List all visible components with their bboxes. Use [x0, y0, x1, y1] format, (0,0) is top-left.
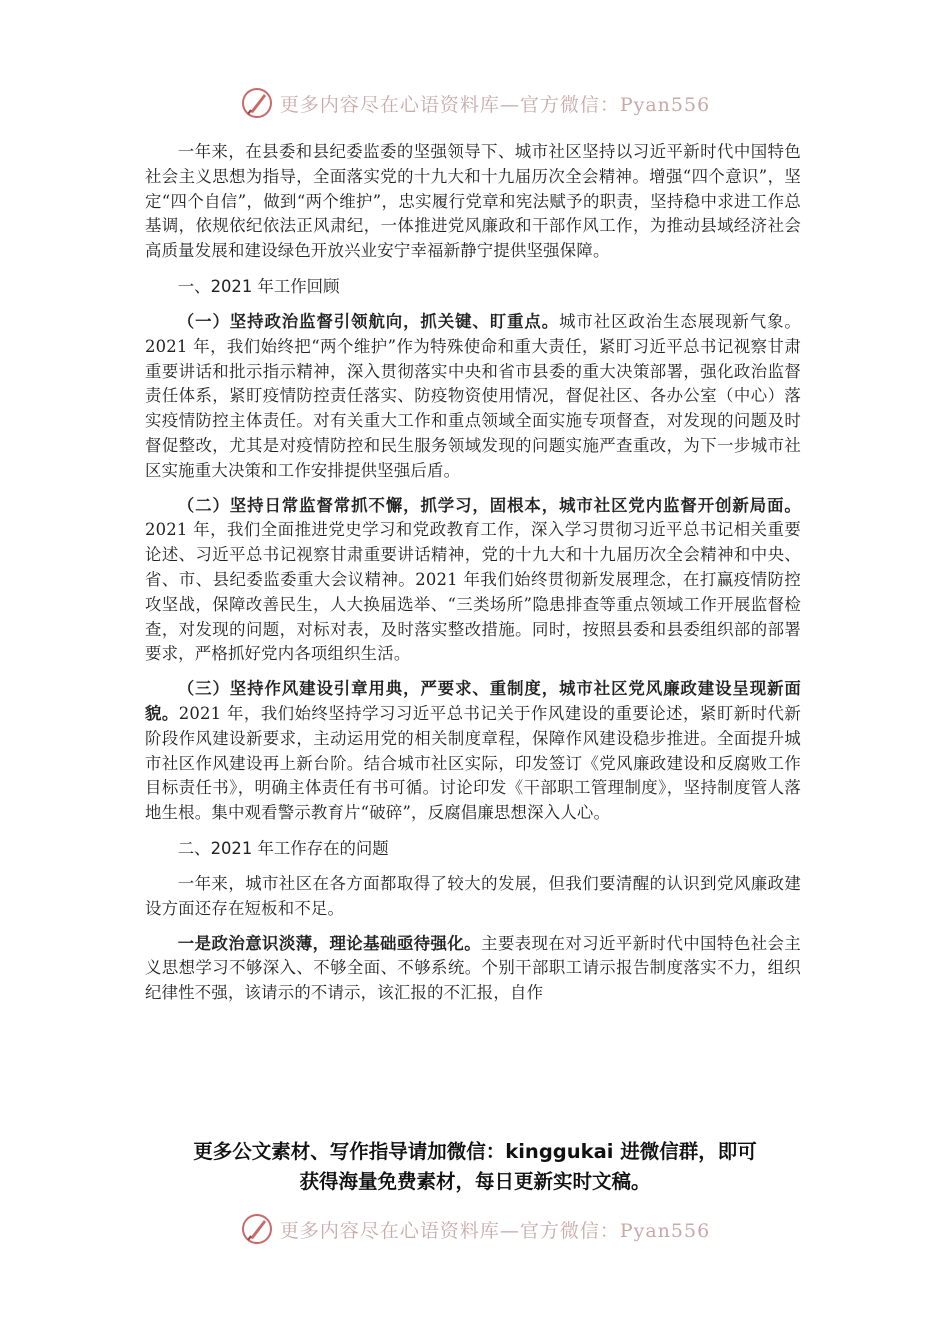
promo-line-2: 获得海量免费素材，每日更新实时文稿。	[299, 1170, 651, 1193]
item-body: 城市社区政治生态展现新气象。2021 年，我们始终把“两个维护”作为特殊使命和重大责任，紧盯习近平总书记视察甘肃重要讲话和批示指示精神，深入贯彻落实中央和省市县委的重大决策部署，强化政治监督责任体系，紧盯疫情防控责任落实、防疫物资使用情况，督促社区、各办公室（中心）落实疫情防控主体责任。对有关重大工作和重点领域全面实施专项督查，对发现的问题及时督促整改，尤其是对疫情防控和民生服务领域发现的问题实施严查重改，为下一步城市社区实施重大决策和工作安排提供坚强后盾。	[145, 311, 801, 480]
section-1-heading: 一、2021 年工作回顾	[177, 276, 340, 296]
item-lead: （三）坚持作风建设引章用典，严要求、重制度，城市社区党风廉政建设呈现新面貌。	[145, 679, 801, 723]
section-2-heading: 二、2021 年工作存在的问题	[177, 838, 389, 858]
item-body: 2021 年，我们全面推进党史学习和党政教育工作，深入学习贯彻习近平总书记相关重要论述、习近平总书记视察甘肃重要讲话精神，党的十九大和十九届历次全会精神和中央、省、市、县纪委监委重大会议精神。2021 年我们始终贯彻新发展理念，在打赢疫情防控攻坚战，保障改善民生，人大换届选举、“三类场所”隐患排查等重点领域工作开展监督检查，对发现的问题，对标对表，及时落实整改措施。同时，按照县委和县委组织部的部署要求，严格抓好党内各项组织生活。	[145, 520, 801, 664]
item-lead: 一是政治意识淡薄，理论基础亟待强化。	[177, 933, 482, 953]
section-1-item-1	[145, 310, 801, 484]
promo-banner	[0, 1137, 950, 1197]
promo-line-1: 更多公文素材、写作指导请加微信：kinggukai 进微信群，即可	[193, 1140, 757, 1163]
item-body: 主要表现在对习近平新时代中国特色社会主义思想学习不够深入、不够全面、不够系统。个别干部职工请示报告制度落实不力，组织纪律性不强，该请示的不请示，该汇报的不汇报，自作	[145, 933, 801, 1003]
quill-logo-icon	[240, 1212, 274, 1246]
watermark-text: 更多内容尽在心语资料库—官方微信：Pyan556	[279, 1219, 711, 1242]
item-lead: （二）坚持日常监督常抓不懈，抓学习，固根本，城市社区党内监督开创新局面。	[177, 495, 801, 515]
document-body	[145, 140, 801, 1016]
section-1-item-3	[145, 677, 801, 826]
header-watermark	[0, 86, 950, 120]
item-body: 2021 年，我们始终坚持学习习近平总书记关于作风建设的重要论述，紧盯新时代新阶段作风建设新要求，主动运用党的相关制度章程，保障作风建设稳步推进。全面提升城市社区作风建设再上新台阶。结合城市社区实际，印发签订《党风廉政建设和反腐败工作目标责任书》，明确主体责任有书可循。讨论印发《干部职工管理制度》，坚持制度管人落地生根。集中观看警示教育片“破碎”，反腐倡廉思想深入人心。	[145, 703, 801, 823]
footer-watermark	[0, 1212, 950, 1246]
section-1-item-2	[145, 494, 801, 668]
watermark-text: 更多内容尽在心语资料库—官方微信：Pyan556	[279, 93, 711, 116]
section-2-intro: 一年来，城市社区在各方面都取得了较大的发展，但我们要清醒的认识到党风廉政建设方面还存在短板和不足。	[145, 873, 801, 918]
quill-logo-icon	[240, 86, 274, 120]
intro-paragraph: 一年来，在县委和县纪委监委的坚强领导下、城市社区坚持以习近平新时代中国特色社会主义思想为指导，全面落实党的十九大和十九届历次全会精神。增强“四个意识”，坚定“四个自信”，做到“两个维护”，忠实履行党章和宪法赋予的职责，坚持稳中求进工作总基调，依规依纪依法正风肃纪，一体推进党风廉政和干部作风工作，为推动县域经济社会高质量发展和建设绿色开放兴业安宁幸福新静宁提供坚强保障。	[145, 142, 801, 261]
section-2-item-1	[145, 932, 801, 1006]
item-lead: （一）坚持政治监督引领航向，抓关键、盯重点。	[177, 311, 560, 331]
